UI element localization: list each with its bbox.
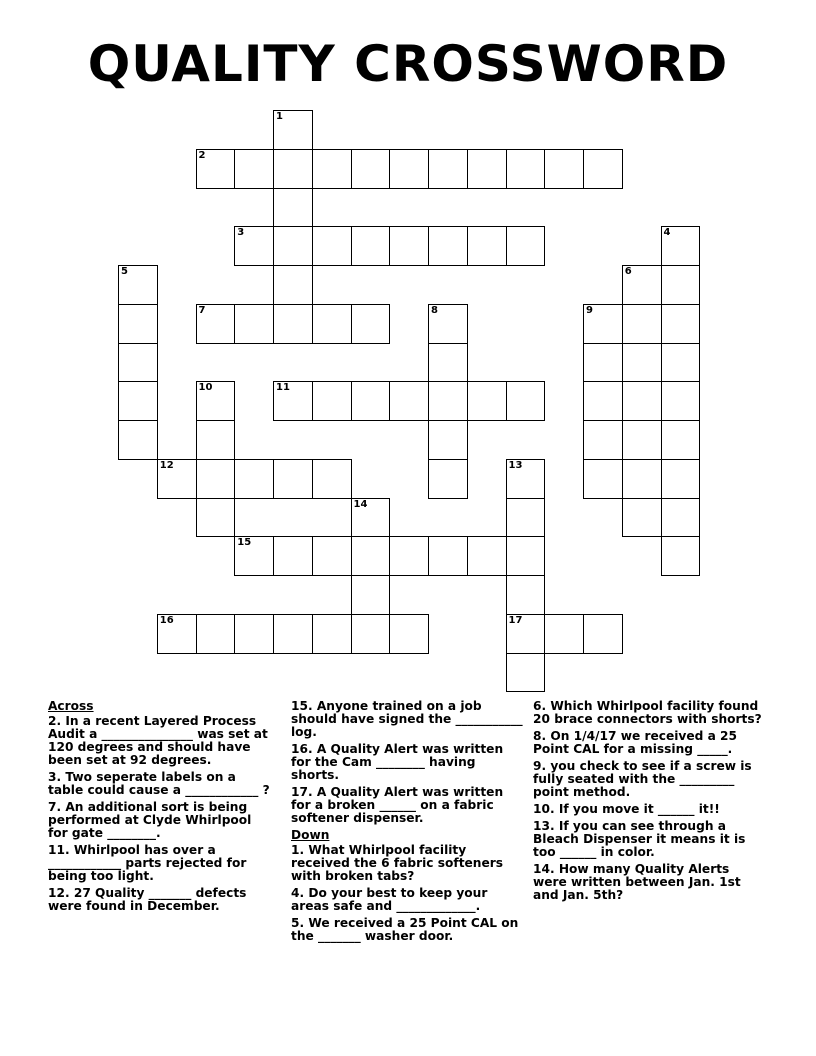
grid-cell[interactable]: [118, 304, 158, 344]
grid-cell[interactable]: [273, 536, 313, 576]
grid-cell[interactable]: [506, 381, 546, 421]
grid-cell[interactable]: [157, 459, 197, 499]
grid-cell[interactable]: [428, 459, 468, 499]
grid-cell[interactable]: [273, 381, 313, 421]
clue-text: 7. An additional sort is being performed at Clyde Whirlpool for gate ________.: [48, 800, 252, 840]
grid-cell[interactable]: [312, 536, 352, 576]
clue-number: 2: [198, 149, 206, 161]
clue-number: 13: [508, 459, 523, 471]
grid-cell[interactable]: [544, 614, 584, 654]
grid-cell[interactable]: [583, 459, 623, 499]
grid-cell[interactable]: [506, 614, 546, 654]
grid-cell[interactable]: [118, 420, 158, 460]
clue-text: 8. On 1/4/17 we received a 25 Point CAL for a missing _____.: [533, 729, 738, 756]
clue-text: 15. Anyone trained on a job should have signed the ___________ log.: [291, 699, 523, 739]
clue-number: 7: [198, 304, 206, 316]
clue-number: 15: [237, 537, 252, 549]
grid-cell[interactable]: [389, 149, 429, 189]
clue-number: 8: [431, 304, 438, 316]
grid-cell[interactable]: [389, 614, 429, 654]
grid-cell[interactable]: [583, 420, 623, 460]
grid-cell[interactable]: [389, 226, 429, 266]
grid-cell[interactable]: [428, 420, 468, 460]
clue-text: 10. If you move it ______ it!!: [533, 802, 720, 816]
clue-number: 3: [237, 227, 245, 239]
section-heading-across: Across: [48, 699, 94, 713]
grid-cell[interactable]: [583, 304, 623, 344]
grid-cell[interactable]: [661, 343, 701, 383]
grid-cell[interactable]: [273, 265, 313, 305]
grid-cell[interactable]: [118, 265, 158, 305]
grid-cell[interactable]: [118, 343, 158, 383]
grid-cell[interactable]: [506, 459, 546, 499]
grid-cell[interactable]: [661, 265, 701, 305]
grid-cell[interactable]: [351, 498, 391, 538]
clue-text: 14. How many Quality Alerts were written between Jan. 1st and Jan. 5th?: [533, 862, 741, 902]
clue-number: 5: [121, 266, 128, 277]
grid-cell[interactable]: [661, 226, 701, 266]
clue-text: 3. Two seperate labels on a table could cause a ____________ ?: [48, 770, 270, 797]
clue-column-left: [48, 700, 274, 917]
clue-text: 17. A Quality Alert was written for a broken ______ on a fabric softener dispenser.: [291, 785, 504, 825]
grid-cell[interactable]: [467, 381, 507, 421]
grid-cell[interactable]: [234, 459, 274, 499]
grid-cell[interactable]: [234, 536, 274, 576]
grid-cell[interactable]: [428, 381, 468, 421]
clue-text: 5. We received a 25 Point CAL on the _______ washer door.: [291, 916, 519, 943]
grid-cell[interactable]: [196, 614, 236, 654]
clue-number: 9: [586, 304, 593, 316]
grid-cell[interactable]: [428, 304, 468, 344]
grid-cell[interactable]: [506, 149, 546, 189]
grid-cell[interactable]: [273, 226, 313, 266]
clue-text: 12. 27 Quality _______ defects were found in December.: [48, 886, 247, 913]
clue-column-middle: [291, 700, 523, 947]
grid-cell[interactable]: [544, 149, 584, 189]
clue-number: 16: [159, 614, 174, 626]
grid-cell[interactable]: [389, 381, 429, 421]
grid-cell[interactable]: [351, 304, 391, 344]
grid-cell[interactable]: [273, 188, 313, 228]
clue-number: 17: [508, 614, 523, 626]
clue-column-right: [533, 700, 765, 906]
clue-text: 11. Whirlpool has over a ____________ parts rejected for being too light.: [48, 843, 247, 883]
grid-cell[interactable]: [428, 149, 468, 189]
grid-cell[interactable]: [312, 149, 352, 189]
clue-number: 12: [159, 459, 174, 471]
grid-cell[interactable]: [661, 381, 701, 421]
grid-cell[interactable]: [351, 614, 391, 654]
grid-cell[interactable]: [351, 149, 391, 189]
grid-cell[interactable]: [661, 459, 701, 499]
grid-cell[interactable]: [428, 226, 468, 266]
grid-cell[interactable]: [196, 149, 236, 189]
grid-cell[interactable]: [661, 304, 701, 344]
grid-cell[interactable]: [467, 149, 507, 189]
clue-text: 13. If you can see through a Bleach Dispenser it means it is too ______ in color.: [533, 819, 746, 859]
clue-text: 2. In a recent Layered Process Audit a _______________ was set at 120 degrees and should have been set at 92 degrees.: [48, 714, 268, 767]
grid-cell[interactable]: [467, 536, 507, 576]
grid-cell[interactable]: [428, 536, 468, 576]
grid-cell[interactable]: [622, 420, 662, 460]
grid-cell[interactable]: [196, 420, 236, 460]
grid-cell[interactable]: [234, 226, 274, 266]
grid-cell[interactable]: [157, 614, 197, 654]
clue-number: 6: [624, 266, 632, 277]
grid-cell[interactable]: [273, 614, 313, 654]
grid-cell[interactable]: [196, 498, 236, 538]
grid-cell[interactable]: [583, 343, 623, 383]
clue-text: 1. What Whirlpool facility received the 6 fabric softeners with broken tabs?: [291, 843, 503, 883]
clue-text: 16. A Quality Alert was written for the Cam ________ having shorts.: [291, 742, 504, 782]
grid-cell[interactable]: [234, 149, 274, 189]
grid-cell[interactable]: [351, 536, 391, 576]
grid-cell[interactable]: [583, 614, 623, 654]
grid-cell[interactable]: [351, 575, 391, 615]
grid-cell[interactable]: [583, 149, 623, 189]
grid-cell[interactable]: [467, 226, 507, 266]
grid-cell[interactable]: [273, 149, 313, 189]
clue-text: 4. Do your best to keep your areas safe and _____________.: [291, 886, 488, 913]
grid-cell[interactable]: [428, 343, 468, 383]
grid-cell[interactable]: [661, 536, 701, 576]
grid-cell[interactable]: [312, 381, 352, 421]
grid-cell[interactable]: [661, 498, 701, 538]
grid-cell[interactable]: [622, 343, 662, 383]
grid-cell[interactable]: [273, 459, 313, 499]
grid-cell[interactable]: [351, 226, 391, 266]
grid-cell[interactable]: [622, 498, 662, 538]
grid-cell[interactable]: [196, 381, 236, 421]
grid-cell[interactable]: [661, 420, 701, 460]
clue-number: 11: [276, 382, 290, 394]
grid-cell[interactable]: [196, 459, 236, 499]
clue-number: 1: [276, 111, 283, 122]
grid-cell[interactable]: [118, 381, 158, 421]
grid-cell[interactable]: [312, 226, 352, 266]
grid-cell[interactable]: [622, 304, 662, 344]
puzzle-title: QUALITY CROSSWORD: [87, 35, 729, 93]
grid-cell[interactable]: [234, 304, 274, 344]
grid-cell[interactable]: [312, 304, 352, 344]
grid-cell[interactable]: [312, 459, 352, 499]
grid-cell[interactable]: [351, 381, 391, 421]
grid-cell[interactable]: [506, 498, 546, 538]
section-heading-down: Down: [291, 828, 330, 842]
grid-cell[interactable]: [273, 304, 313, 344]
grid-cell[interactable]: [196, 304, 236, 344]
clue-number: 14: [353, 498, 368, 510]
grid-cell[interactable]: [234, 614, 274, 654]
grid-cell[interactable]: [506, 653, 546, 693]
clue-number: 10: [198, 382, 213, 394]
grid-cell[interactable]: [506, 536, 546, 576]
grid-cell[interactable]: [622, 459, 662, 499]
grid-cell[interactable]: [389, 536, 429, 576]
grid-cell[interactable]: [622, 381, 662, 421]
grid-cell[interactable]: [583, 381, 623, 421]
grid-cell[interactable]: [506, 575, 546, 615]
clue-text: 6. Which Whirlpool facility found 20 brace connectors with shorts?: [533, 699, 762, 726]
grid-cell[interactable]: [506, 226, 546, 266]
grid-cell[interactable]: [312, 614, 352, 654]
grid-cell[interactable]: [273, 110, 313, 150]
clue-text: 9. you check to see if a screw is fully seated with the _________ point method.: [533, 759, 752, 799]
grid-cell[interactable]: [622, 265, 662, 305]
clue-number: 4: [663, 227, 671, 239]
